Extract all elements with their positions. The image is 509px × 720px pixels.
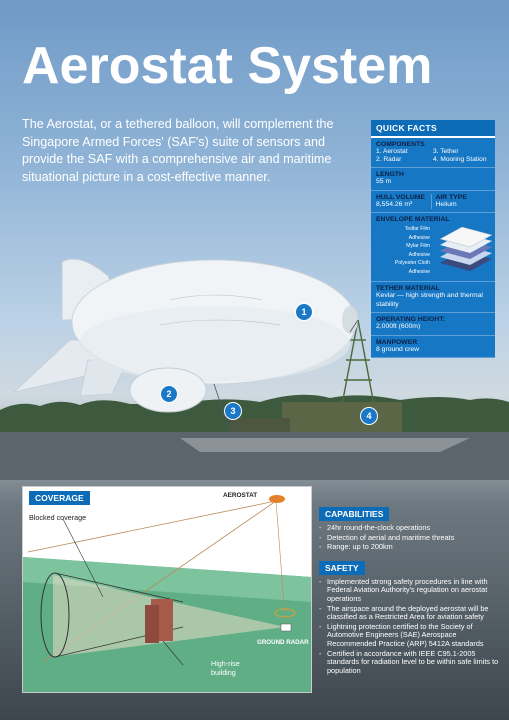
- quick-facts-panel: [371, 120, 495, 358]
- ground-radar-label: GROUND RADAR: [257, 639, 309, 646]
- length-label: LENGTH: [376, 171, 404, 178]
- layer-label: Polyester Cloth: [394, 260, 430, 267]
- mooring-station: [282, 402, 402, 432]
- envelope-layer-labels: [382, 225, 430, 277]
- manpower-value: 8 ground crew: [376, 345, 420, 353]
- components-label: COMPONENTS: [376, 141, 425, 148]
- list-item: - Lightning protection certified to the Society of Automotive Engineers (SAE) Aerospace Recommended Practice (ARP) 5412A standards: [319, 623, 499, 649]
- coverage-diagram: [22, 486, 312, 693]
- list-item: - Detection of aerial and maritime threats: [319, 534, 499, 543]
- list-item: - Certified in accordance with IEEE C95.1-2005 standards for radiation level to be within safe limits to population: [319, 650, 499, 676]
- length-section: [371, 168, 495, 191]
- list-item: - Range: up to 200km: [319, 543, 499, 552]
- info-panel: [319, 504, 499, 681]
- capabilities-list: [319, 524, 499, 552]
- height-section: [371, 313, 495, 336]
- marker-aerostat: 1: [295, 303, 313, 321]
- operating-height-value: 2,000ft (600m): [376, 323, 421, 330]
- capabilities-heading: CAPABILITIES: [319, 507, 389, 521]
- blocked-coverage-label: Blocked coverage: [29, 513, 87, 522]
- hull-volume-label: HULL VOLUME: [376, 193, 425, 201]
- manpower-section: [371, 336, 495, 359]
- layer-label: Adhesive: [408, 268, 430, 275]
- layer-label: Mylar Film: [406, 243, 430, 250]
- envelope-layers-illustration: [434, 225, 494, 273]
- tether-label: TETHER MATERIAL: [376, 285, 440, 292]
- operating-height-label: OPERATING HEIGHT:: [376, 316, 445, 323]
- tether-section: [371, 282, 495, 313]
- safety-list: [319, 578, 499, 676]
- tarmac: [180, 438, 470, 452]
- volume-air-section: [371, 191, 495, 214]
- high-rise-label: High-rise: [211, 659, 240, 668]
- quick-facts-heading: QUICK FACTS: [371, 120, 495, 138]
- layer-label: Adhesive: [408, 251, 430, 258]
- envelope-label: ENVELOPE MATERIAL: [376, 216, 450, 223]
- component-item: 2. Radar: [376, 156, 402, 163]
- list-item: - The airspace around the deployed aerostat will be classified as a Restricted Area for aviation safety: [319, 605, 499, 622]
- marker-mooring-station: 4: [360, 407, 378, 425]
- envelope-section: [371, 213, 495, 282]
- component-item: 3. Tether: [433, 148, 459, 155]
- ground-radar-icon: [281, 624, 291, 631]
- intro-paragraph: The Aerostat, or a tethered balloon, will complement the Singapore Armed Forces' (SAF's) suite of sensors and provide the SAF with a comprehensive air and maritime situational picture in a cost-effective manner.: [22, 117, 334, 184]
- component-item: 4. Mooring Station: [433, 156, 487, 163]
- aerostat-label: AEROSTAT: [223, 492, 258, 499]
- air-type-value: Helium: [435, 200, 457, 208]
- safety-heading: SAFETY: [319, 561, 365, 575]
- tether-value: Kevlar — high strength and thermal stability: [376, 292, 483, 308]
- components-section: [371, 138, 495, 168]
- component-item: 1. Aerostat: [376, 148, 408, 155]
- page-title: Aerostat System: [22, 37, 433, 95]
- layer-label: Tedlar Film: [404, 226, 430, 232]
- hull-volume-value: 8,554.26 m³: [376, 200, 413, 208]
- list-item: - 24hr round-the-clock operations: [319, 524, 499, 533]
- manpower-label: MANPOWER: [376, 338, 418, 346]
- list-item: - Implemented strong safety procedures in line with Federal Aviation Authority's regulation on aerostat operations: [319, 578, 499, 604]
- layer-label: Adhesive: [408, 234, 430, 241]
- marker-tether: 3: [224, 402, 242, 420]
- aerostat-icon: [269, 495, 285, 503]
- building-label: building: [211, 668, 236, 677]
- air-type-label: AIR TYPE: [435, 193, 467, 201]
- length-value: 55 m: [376, 178, 392, 185]
- coverage-heading: COVERAGE: [29, 491, 90, 505]
- marker-radar: 2: [160, 385, 178, 403]
